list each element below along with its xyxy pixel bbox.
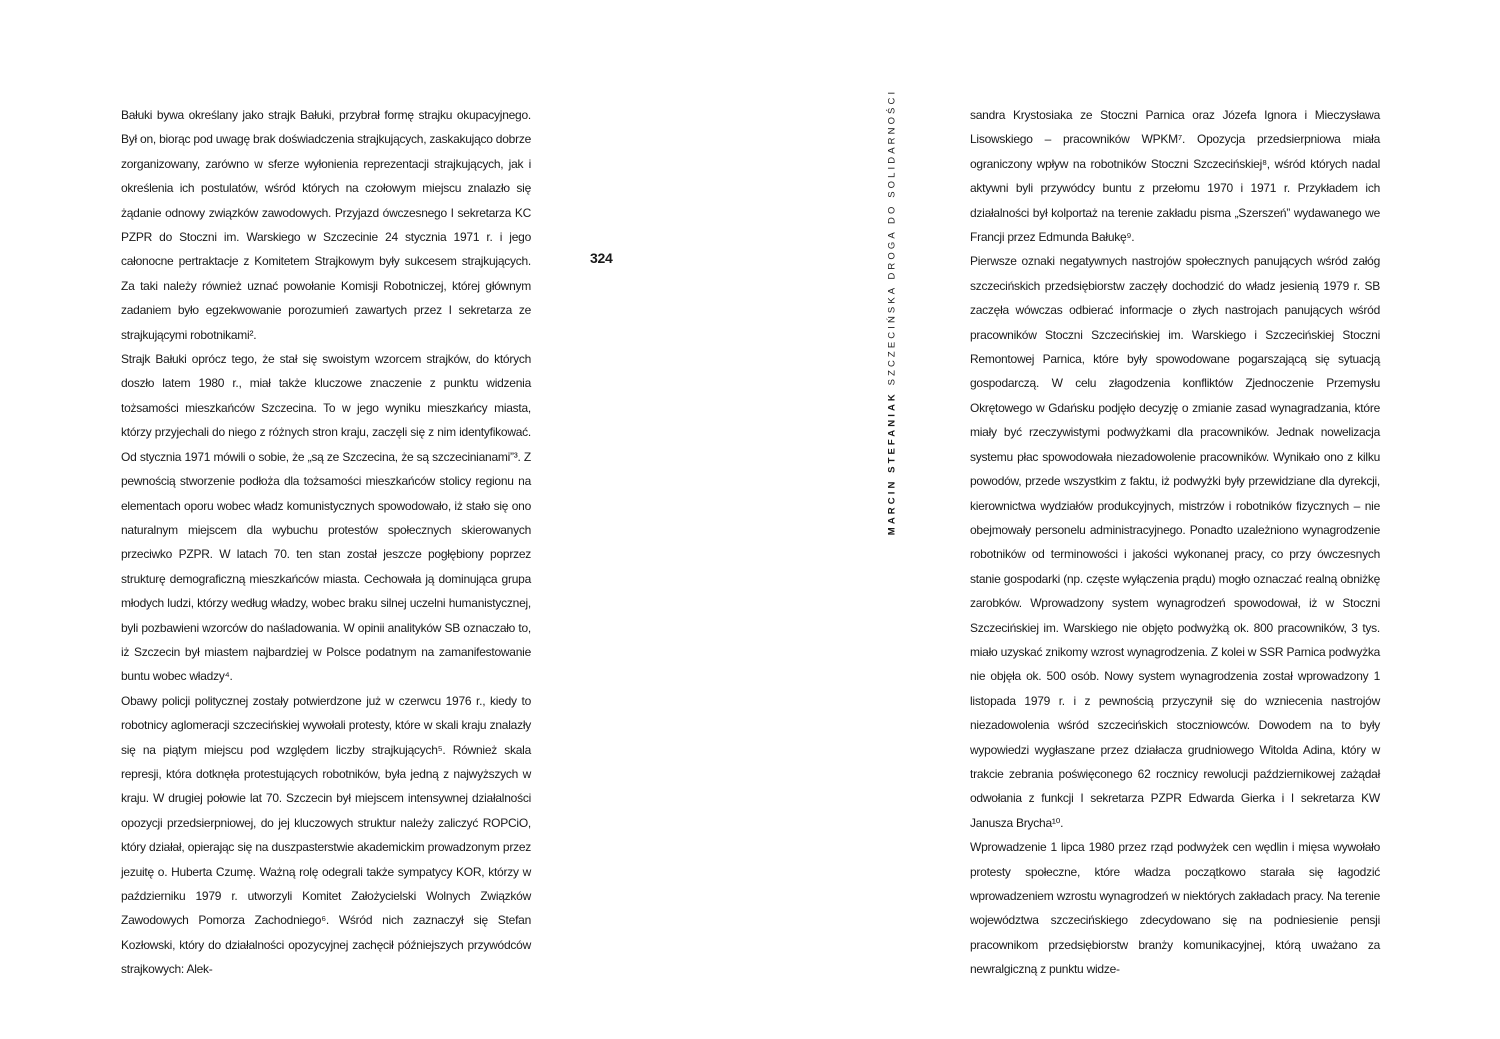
paragraph: Bałuki bywa określany jako strajk Bałuki, przybrał formę strajku okupacyjnego. Był on, biorąc pod uwagę brak doświadczenia strajkujących, zaskakująco dobrze zorganizowany, zarówno w sferze wyłonienia reprezentacji strajkujących, jak i określenia ich postulatów, wśród których na czołowym miejscu znalazło się żądanie odnowy związków zawodowych. Przyjazd ówczesnego I sekretarza KC PZPR do Stoczni im. Warskiego w Szczecinie 24 stycznia 1971 r. i jego całonocne pertraktacje z Komitetem Strajkowym były sukcesem strajkujących. Za taki należy również uznać powołanie Komisji Robotniczej, której głównym zadaniem było egzekwowanie porozumień zawartych przez I sekretarza ze strajkującymi robotnikami². (121, 108, 531, 342)
running-head-title: SZCZECIŃSKA DROGA DO SOLIDARNOŚCI (886, 88, 898, 386)
paragraph: Wprowadzenie 1 lipca 1980 przez rząd podwyżek cen wędlin i mięsa wywołało protesty społeczne, które władza początkowo starała się łagodzić wprowadzeniem wzrostu wynagrodzeń w niektórych zakładach pracy. Na terenie województwa szczecińskiego zdecydowano się na podniesienie pensji pracownikom przedsiębiorstw branży komunikacyjnej, którą uważano za newralgiczną z punktu widze- (970, 840, 1380, 977)
running-head (887, 89, 898, 535)
right-text-column (970, 103, 1380, 982)
left-text-column (121, 103, 531, 982)
running-head-author: MARCIN STEFANIAK (886, 391, 898, 536)
page-number: 324 (590, 250, 613, 266)
paragraph: Obawy policji politycznej zostały potwierdzone już w czerwcu 1976 r., kiedy to robotnicy aglomeracji szczecińskiej wywołali protesty, które w skali kraju znalazły się na piątym miejscu pod względem liczby strajkujących⁵. Również skala represji, która dotknęła protestujących robotników, była jedną z najwyższych w kraju. W drugiej połowie lat 70. Szczecin był miejscem intensywnej działalności opozycji przedsierpniowej, do jej kluczowych struktur należy zaliczyć ROPCiO, który działał, opierając się na duszpasterstwie akademickim prowadzonym przez jezuitę o. Huberta Czumę. Ważną rolę odegrali także sympatycy KOR, którzy w październiku 1979 r. utworzyli Komitet Założycielski Wolnych Związków Zawodowych Pomorza Zachodniego⁶. Wśród nich zaznaczył się Stefan Kozłowski, który do działalności opozycyjnej zachęcił późniejszych przywódców strajkowych: Alek- (121, 693, 531, 977)
paragraph: Pierwsze oznaki negatywnych nastrojów społecznych panujących wśród załóg szczecińskich przedsiębiorstw zaczęły dochodzić do władz jesienią 1979 r. SB zaczęła wówczas odbierać informacje o złych nastrojach panujących wśród pracowników Stoczni Szczecińskiej im. Warskiego i Szczecińskiej Stoczni Remontowej Parnica, które były spowodowane pogarszającą się sytuacją gospodarczą. W celu złagodzenia konfliktów Zjednoczenie Przemysłu Okrętowego w Gdańsku podjęło decyzję o zmianie zasad wynagradzania, które miały być rzeczywistymi podwyżkami dla pracowników. Jednak nowelizacja systemu płac spowodowała niezadowolenie pracowników. Wynikało ono z kilku powodów, przede wszystkim z faktu, iż podwyżki były przewidziane dla dyrekcji, kierownictwa wydziałów produkcyjnych, mistrzów i robotników fizycznych – nie obejmowały personelu administracyjnego. Ponadto uzależniono wynagrodzenie robotników od terminowości i jakości wykonanej pracy, co przy ówczesnych stanie gospodarki (np. częste wyłączenia prądu) mogło oznaczać realną obniżkę zarobków. Wprowadzony system wynagrodzeń spowodował, iż w Stoczni Szczecińskiej im. Warskiego nie objęto podwyżką ok. 800 pracowników, 3 tys. miało uzyskać znikomy wzrost wynagrodzenia. Z kolei w SSR Parnica podwyżka nie objęła ok. 500 osób. Nowy system wynagrodzenia został wprowadzony 1 listopada 1979 r. i z pewnością przyczynił się do wzniecenia nastrojów niezadowolenia wśród szczecińskich stoczniowców. Dowodem na to były wypowiedzi wygłaszane przez działacza grudniowego Witolda Adina, który w trakcie zebrania poświęconego 62 rocznicy rewolucji październikowej zażądał odwołania z funkcji I sekretarza PZPR Edwarda Gierka i I sekretarza KW Janusza Brycha¹⁰. (970, 254, 1380, 830)
paragraph: Strajk Bałuki oprócz tego, że stał się swoistym wzorcem strajków, do których doszło latem 1980 r., miał także kluczowe znaczenie z punktu widzenia tożsamości mieszkańców Szczecina. To w jego wyniku mieszkańcy miasta, którzy przyjechali do niego z różnych stron kraju, zaczęli się z nim identyfikować. Od stycznia 1971 mówili o sobie, że „są ze Szczecina, że są szczecinianami”³. Z pewnością stworzenie podłoża dla tożsamości mieszkańców stolicy regionu na elementach oporu wobec władz komunistycznych spowodowało, iż stało się ono naturalnym miejscem dla wybuchu protestów społecznych skierowanych przeciwko PZPR. W latach 70. ten stan został jeszcze pogłębiony poprzez strukturę demograficzną mieszkańców miasta. Cechowała ją dominująca grupa młodych ludzi, którzy według władzy, wobec braku silnej uczelni humanistycznej, byli pozbawieni wzorców do naśladowania. W opinii analityków SB oznaczało to, iż Szczecin był miastem najbardziej w Polsce podatnym na zamanifestowanie buntu wobec władzy⁴. (121, 352, 531, 684)
paragraph: sandra Krystosiaka ze Stoczni Parnica oraz Józefa Ignora i Mieczysława Lisowskiego – pracowników WPKM⁷. Opozycja przedsierpniowa miała ograniczony wpływ na robotników Stoczni Szczecińskiej⁸, wśród których nadal aktywni byli przywódcy buntu z przełomu 1970 i 1971 r. Przykładem ich działalności był kolportaż na terenie zakładu pisma „Szerszeń” wydawanego we Francji przez Edmunda Bałukę⁹. (970, 108, 1380, 245)
